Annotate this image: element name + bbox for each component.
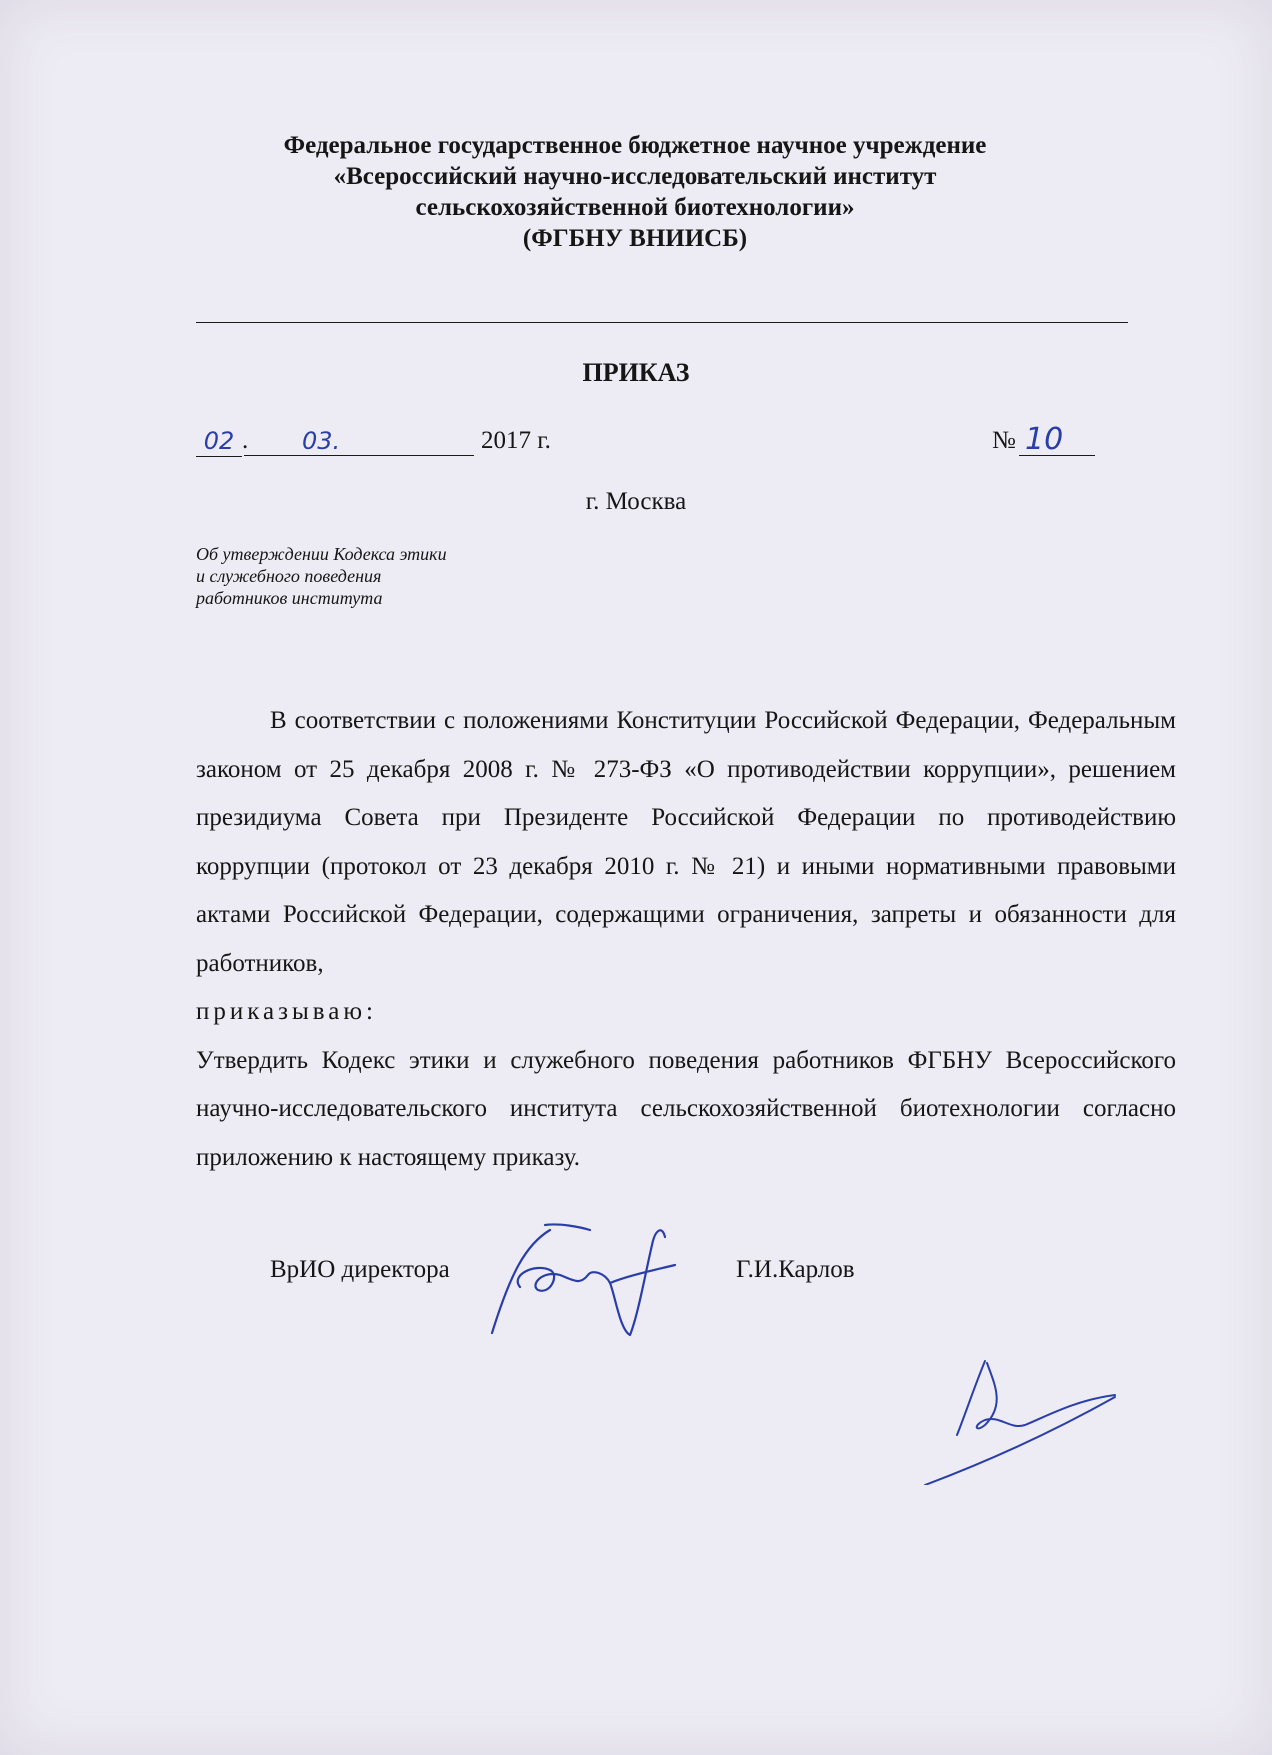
header-line-3: сельскохозяйственной биотехнологии»	[415, 194, 855, 221]
body-paragraph-2: Утвердить Кодекс этики и служебного поведения работников ФГБНУ Всероссийского научно-исследовательского института сельскохозяйственной биотехнологии согласно приложению к настоящему приказу.	[196, 1046, 1176, 1171]
header-line-1: Федеральное государственное бюджетное научное учреждение	[283, 132, 987, 159]
signer-role: ВрИО директора	[270, 1256, 450, 1283]
preamble-text: В соответствии с положениями Конституции Российской Федерации, Федеральным законом от 25 декабря 2008 г. № 273-ФЗ «О противодействии коррупции», решением президиума Совета при Президенте Российской Федерации по противодействию коррупции (протокол от 23 декабря 2010 г. № 21) и иными нормативными правовыми актами Российской Федерации, содержащими ограничения, запреты и обязанности для работников,	[196, 707, 1176, 977]
subject-line-2: и служебного поведения	[196, 566, 382, 586]
date-separator: .	[242, 427, 249, 454]
signature-line	[270, 1255, 1170, 1295]
order-body	[196, 697, 1176, 1182]
header-line-2: «Всероссийский научно-исследовательский институт	[333, 163, 937, 190]
date-month-field: 03.	[244, 426, 474, 456]
date-day-field: 02	[196, 426, 242, 457]
date-year: 2017 г.	[481, 427, 551, 454]
director-signature-image	[480, 1215, 680, 1345]
organization-header	[190, 130, 1080, 254]
approval-visa-image	[915, 1355, 1135, 1485]
order-word: приказываю:	[196, 998, 377, 1025]
order-subject	[196, 543, 447, 609]
number-sign: №	[992, 427, 1016, 454]
body-paragraph-1	[196, 697, 1176, 1037]
subject-line-1: Об утверждении Кодекса этики	[196, 544, 447, 564]
order-number-field: 10	[1019, 424, 1095, 456]
date-number-line	[196, 422, 1096, 466]
subject-line-3: работников института	[196, 588, 383, 608]
header-divider	[196, 322, 1128, 323]
document-title: ПРИКАЗ	[582, 358, 690, 387]
city: г. Москва	[585, 488, 687, 515]
signer-name: Г.И.Карлов	[736, 1256, 855, 1283]
header-line-4: (ФГБНУ ВНИИСБ)	[522, 225, 748, 252]
